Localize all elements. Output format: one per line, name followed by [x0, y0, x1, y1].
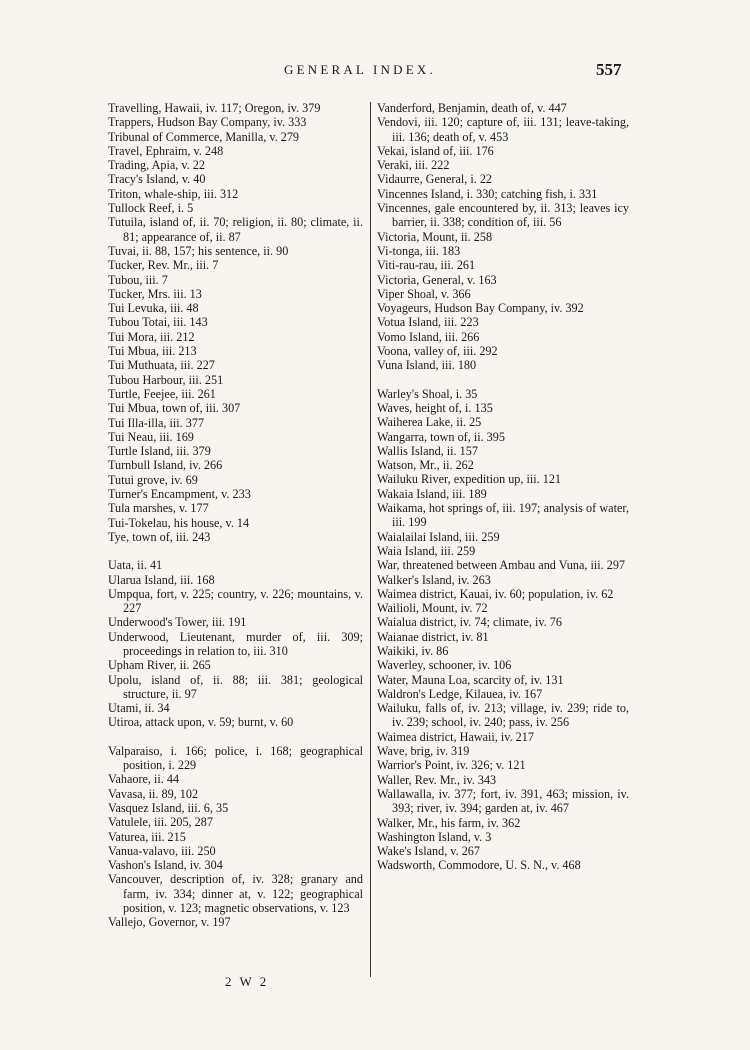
index-entry: Trading, Apia, v. 22	[108, 158, 205, 173]
index-entry: Tutui grove, iv. 69	[108, 472, 198, 487]
index-entry: Victoria, General, v. 163	[377, 272, 497, 287]
index-entry: Vanderford, Benjamin, death of, v. 447	[377, 101, 567, 115]
index-entry: Turtle, Feejee, iii. 261	[108, 386, 216, 401]
index-entry: Waikama, hot springs of, iii. 197; analysis of water, iii. 199	[377, 501, 629, 530]
index-entry: Tui Mbua, iii. 213	[108, 344, 197, 359]
index-entry: Vaturea, iii. 215	[108, 829, 186, 844]
index-entry: Vincennes Island, i. 330; catching fish, i. 331	[377, 186, 598, 201]
index-entry: Vavasa, ii. 89, 102	[108, 786, 199, 801]
running-head: GENERAL INDEX.	[284, 62, 436, 77]
index-entry: Vancouver, description of, iv. 328; granary and farm, iv. 334; dinner at, v. 122; geographical position, v. 123; magnetic observations, v. 123	[108, 872, 363, 916]
index-entry: Wangarra, town of, ii. 395	[377, 429, 505, 444]
index-entry: Umpqua, fort, v. 225; country, v. 226; mountains, v. 227	[108, 586, 363, 616]
page-number: 557	[596, 60, 622, 79]
index-entry: Tui Mora, iii. 212	[108, 329, 195, 344]
index-entry: Tucker, Mrs. iii. 13	[108, 286, 202, 301]
index-entry: Walker's Island, iv. 263	[377, 572, 491, 587]
index-entry: Vatulele, iii. 205, 287	[108, 815, 213, 830]
index-entry: Tucker, Rev. Mr., iii. 7	[108, 258, 219, 273]
right-column	[377, 101, 629, 873]
index-entry: Warrior's Point, iv. 326; v. 121	[377, 758, 526, 773]
index-entry: Tutuila, island of, ii. 70; religion, ii. 80; climate, ii. 81; appearance of, ii. 87	[108, 215, 363, 244]
index-entry: Tracy's Island, v. 40	[108, 172, 206, 187]
group-spacer	[377, 373, 629, 387]
index-entry: Wallawalla, iv. 377; fort, iv. 391, 463; mission, iv. 393; river, iv. 394; garden at, iv. 467	[377, 786, 629, 816]
index-entry: Utiroa, attack upon, v. 59; burnt, v. 60	[108, 715, 294, 730]
index-entry: Upolu, island of, ii. 88; iii. 381; geological structure, ii. 97	[108, 672, 363, 701]
index-entry: Tubou, iii. 7	[108, 272, 168, 287]
index-entry: Voona, valley of, iii. 292	[377, 344, 498, 359]
left-column	[108, 101, 363, 930]
index-entry: Vi-tonga, iii. 183	[377, 243, 461, 258]
index-entry: Tullock Reef, i. 5	[108, 201, 194, 216]
index-entry: Ularua Island, iii. 168	[108, 572, 215, 587]
index-entry: Wallis Island, ii. 157	[377, 443, 478, 458]
index-entry: Tubou Totai, iii. 143	[108, 315, 208, 330]
index-entry: Travel, Ephraim, v. 248	[108, 143, 224, 158]
index-entry: Wailuku, falls of, iv. 213; village, iv. 239; ride to, iv. 239; school, iv. 240; pass, iv. 256	[377, 701, 629, 730]
index-group-t	[108, 101, 363, 544]
index-entry: Waller, Rev. Mr., iv. 343	[377, 772, 497, 787]
index-entry: Tui Mbua, town of, iii. 307	[108, 401, 241, 416]
index-entry: War, threatened between Ambau and Vuna, iii. 297	[377, 558, 626, 573]
index-entry: Turner's Encampment, v. 233	[108, 487, 251, 502]
index-entry: Waiherea Lake, ii. 25	[377, 415, 482, 430]
index-entry: Water, Mauna Loa, scarcity of, iv. 131	[377, 672, 564, 687]
index-entry: Upham River, ii. 265	[108, 658, 211, 673]
index-entry: Vekai, island of, iii. 176	[377, 143, 494, 158]
index-entry: Vasquez Island, iii. 6, 35	[108, 800, 229, 815]
index-entry: Viper Shoal, v. 366	[377, 286, 471, 301]
index-entry: Tula marshes, v. 177	[108, 501, 209, 516]
group-spacer	[108, 730, 363, 744]
index-entry: Wakaia Island, iii. 189	[377, 486, 487, 501]
index-entry: Turtle Island, iii. 379	[108, 444, 211, 459]
index-entry: Waianae district, iv. 81	[377, 629, 489, 644]
index-entry: Veraki, iii. 222	[377, 158, 450, 173]
index-group-v-cont	[377, 101, 629, 373]
index-entry: Waialailai Island, iii. 259	[377, 529, 500, 544]
index-entry: Utami, ii. 34	[108, 701, 170, 716]
index-entry: Tui Muthuata, iii. 227	[108, 358, 215, 373]
index-entry: Walker, Mr., his farm, iv. 362	[377, 815, 521, 830]
index-entry: Tui Illa-illa, iii. 377	[108, 415, 205, 430]
index-entry: Waikiki, iv. 86	[377, 643, 449, 658]
index-entry: Warley's Shoal, i. 35	[377, 386, 478, 401]
index-entry: Waimea district, Hawaii, iv. 217	[377, 729, 534, 744]
index-entry: Vincennes, gale encountered by, ii. 313; leaves icy barrier, ii. 338; condition of, iii. 56	[377, 201, 629, 230]
index-entry: Washington Island, v. 3	[377, 829, 492, 844]
index-entry: Tye, town of, iii. 243	[108, 529, 211, 544]
index-entry: Waialua district, iv. 74; climate, iv. 76	[377, 615, 562, 630]
group-spacer	[108, 544, 363, 558]
column-rule	[370, 102, 371, 977]
index-entry: Vallejo, Governor, v. 197	[108, 915, 231, 930]
index-entry: Wailuku River, expedition up, iii. 121	[377, 472, 562, 487]
index-entry: Watson, Mr., ii. 262	[377, 458, 474, 473]
index-group-v	[108, 744, 363, 930]
index-entry: Waves, height of, i. 135	[377, 400, 493, 415]
index-entry: Travelling, Hawaii, iv. 117; Oregon, iv. 379	[108, 101, 321, 115]
index-entry: Wadsworth, Commodore, U. S. N., v. 468	[377, 858, 581, 873]
index-entry: Uata, ii. 41	[108, 558, 163, 573]
index-entry: Waia Island, iii. 259	[377, 543, 476, 558]
index-entry: Waimea district, Kauai, iv. 60; population, iv. 62	[377, 586, 614, 601]
index-entry: Underwood, Lieutenant, murder of, iii. 309; proceedings in relation to, iii. 310	[108, 629, 363, 658]
index-group-w	[377, 387, 629, 873]
index-entry: Tui-Tokelau, his house, v. 14	[108, 515, 250, 530]
index-entry: Vuna Island, iii. 180	[377, 358, 477, 373]
index-entry: Tubou Harbour, iii. 251	[108, 372, 224, 387]
index-entry: Wailioli, Mount, iv. 72	[377, 601, 488, 616]
index-entry: Vanua-valavo, iii. 250	[108, 843, 216, 858]
index-entry: Triton, whale-ship, iii. 312	[108, 186, 239, 201]
index-entry: Waverley, schooner, iv. 106	[377, 658, 512, 673]
index-entry: Viti-rau-rau, iii. 261	[377, 258, 476, 273]
index-entry: Vashon's Island, iv. 304	[108, 858, 223, 873]
index-group-u	[108, 558, 363, 730]
index-entry: Underwood's Tower, iii. 191	[108, 615, 247, 630]
index-entry: Vomo Island, iii. 266	[377, 329, 480, 344]
index-entry: Tuvai, ii. 88, 157; his sentence, ii. 90	[108, 243, 289, 258]
index-entry: Valparaiso, i. 166; police, i. 168; geographical position, i. 229	[108, 743, 363, 773]
index-entry: Vahaore, ii. 44	[108, 772, 180, 787]
index-entry: Trappers, Hudson Bay Company, iv. 333	[108, 115, 307, 130]
index-entry: Wake's Island, v. 267	[377, 844, 480, 859]
index-entry: Victoria, Mount, ii. 258	[377, 229, 493, 244]
index-entry: Voyageurs, Hudson Bay Company, iv. 392	[377, 301, 584, 316]
index-entry: Vidaurre, General, i. 22	[377, 172, 493, 187]
signature-mark: 2 W 2	[225, 974, 269, 989]
index-entry: Vendovi, iii. 120; capture of, iii. 131; leave-taking, iii. 136; death of, v. 453	[377, 115, 629, 144]
index-entry: Tui Levuka, iii. 48	[108, 301, 199, 316]
index-entry: Tui Neau, iii. 169	[108, 429, 194, 444]
index-entry: Turnbull Island, iv. 266	[108, 458, 223, 473]
index-entry: Votua Island, iii. 223	[377, 315, 479, 330]
index-entry: Wave, brig, iv. 319	[377, 744, 470, 759]
index-entry: Tribunal of Commerce, Manilla, v. 279	[108, 129, 300, 144]
index-entry: Waldron's Ledge, Kilauea, iv. 167	[377, 686, 543, 701]
